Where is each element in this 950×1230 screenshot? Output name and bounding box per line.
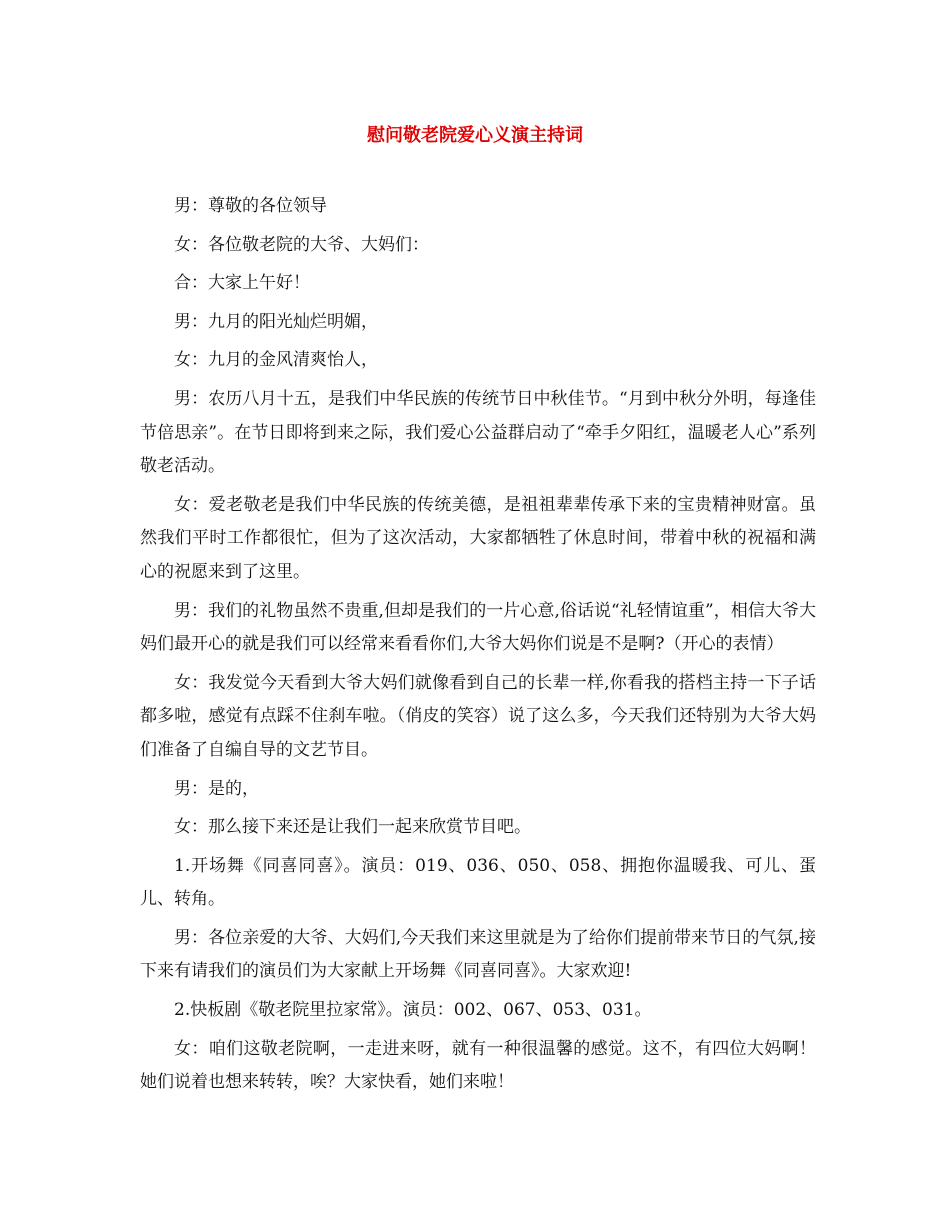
paragraph: 男：九月的阳光灿烂明媚，	[174, 311, 378, 332]
paragraph: 男：农历八月十五，是我们中华民族的传统节日中秋佳节。“月到中秋分外明，每逢佳节倍思亲”。在节日即将到来之际，我们爱心公益群启动了“牵手夕阳红，温暖老人心”系列敬老活动。	[140, 388, 816, 477]
paragraph: 2.快板剧《敬老院里拉家常》。演员：002、067、053、031。	[174, 1000, 652, 1021]
paragraph: 男：我们的礼物虽然不贵重,但却是我们的一片心意,俗话说“礼轻情谊重”，相信大爷大妈们最开心的就是我们可以经常来看看你们,大爷大妈你们说是不是啊?（开心的表情）	[140, 600, 816, 655]
paragraph: 男：是的，	[174, 778, 259, 799]
paragraph: 女：我发觉今天看到大爷大妈们就像看到自己的长辈一样,你看我的搭档主持一下子话都多啦，感觉有点踩不住刹车啦。（俏皮的笑容）说了这么多，今天我们还特别为大爷大妈们准备了自编自导的文艺节目。	[140, 672, 816, 760]
paragraph: 1.开场舞《同喜同喜》。演员：019、036、050、058、拥抱你温暖我、可儿、蛋儿、转角。	[140, 855, 816, 910]
paragraph: 合：大家上午好！	[174, 273, 310, 294]
paragraph: 男：尊敬的各位领导	[174, 196, 327, 216]
paragraph: 女：九月的金风清爽怡人，	[174, 350, 378, 371]
paragraph: 女：咱们这敬老院啊，一走进来呀，就有一种很温馨的感觉。这不，有四位大妈啊！她们说着也想来转转，唉？大家快看，她们来啦！	[140, 1038, 816, 1093]
paragraph: 女：那么接下来还是让我们一起来欣赏节目吧。	[174, 817, 531, 838]
paragraph: 男：各位亲爱的大爷、大妈们,今天我们来这里就是为了给你们提前带来节日的气氛,接下来有请我们的演员们为大家献上开场舞《同喜同喜》。大家欢迎!	[140, 927, 816, 982]
document-title: 慰问敬老院爱心义演主持词	[367, 125, 583, 146]
paragraph: 女：各位敬老院的大爷、大妈们：	[174, 234, 429, 255]
paragraph: 女：爱老敬老是我们中华民族的传统美德，是祖祖辈辈传承下来的宝贵精神财富。虽然我们平时工作都很忙，但为了这次活动，大家都牺牲了休息时间，带着中秋的祝福和满心的祝愿来到了这里。	[140, 494, 816, 582]
document-body	[140, 190, 816, 1105]
